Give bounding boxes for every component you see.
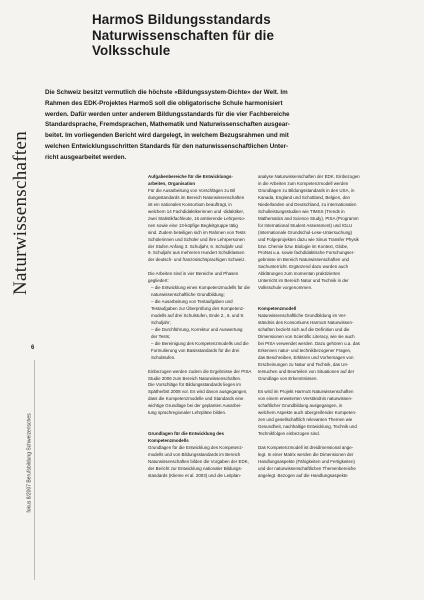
text-line: 9. Schuljahr aus mehreren Hundert Schulklassen bbox=[148, 250, 245, 256]
paragraph-gap bbox=[258, 382, 376, 389]
text-line: Naturwissenschaftliche Grundbildung im Ver- bbox=[258, 312, 347, 318]
text-line: Testaufgaben zur Überprüfung des Kompetenz- bbox=[151, 306, 245, 312]
title-line: HarmoS Bildungsstandards bbox=[92, 12, 271, 27]
text-line: Dimensionen von Scientific Literacy, wie sie auch bbox=[258, 333, 355, 339]
title-line: Naturwissenschaften für die bbox=[92, 27, 275, 43]
text-line: welchem Aspekte auch übergreifender Kompeten- bbox=[258, 410, 357, 416]
text-line: Es wird im Projekt HarmoS Naturwissenschaften bbox=[258, 389, 354, 395]
text-line: Studie 2006 zum Bereich Naturwissenschaften. bbox=[148, 375, 242, 381]
body-column-right bbox=[258, 174, 376, 480]
paragraph-gap bbox=[148, 264, 266, 271]
text-line: Für die Ausarbeitung von Vorschlägen zu Bil bbox=[148, 187, 236, 193]
lead-line: Die Schweiz besitzt vermutlich die höchste «Bildungssystem-Dichte» der Welt. Im bbox=[45, 89, 288, 96]
text-line: das Beschreiben, Erklären und Vorhersagen von bbox=[258, 354, 354, 360]
text-line: (Internationale Grundschul-Lese-Untersuchung) bbox=[258, 229, 352, 235]
text-line: naturwissenschaftliche Grundbildung; bbox=[151, 292, 225, 298]
text-line: bei PISA verwendet werden. Dazu gehören u.a. das bbox=[258, 340, 360, 346]
section-heading: Aufgabenbereiche für die Entwicklungs- bbox=[148, 174, 233, 179]
text-line: und der naturwissenschaftlichen Themenbereiche bbox=[258, 465, 356, 471]
lead-line: beitet. Im vorliegenden Bericht wird dargelegt, in welchem Bezugsrahmen und mit bbox=[45, 132, 289, 140]
text-line: dass die Kompetenzmodelle und Standards eine bbox=[148, 396, 244, 402]
text-line: – die Ausarbeitung von Testaufgaben und bbox=[151, 299, 233, 305]
text-line: Gesundheit, nachhaltige Entwicklung, Technik und bbox=[258, 424, 357, 430]
text-line: Schulstufen. bbox=[151, 354, 176, 360]
text-line: sind. Zudem beteiligen sich im Rahmen von Tests bbox=[148, 229, 246, 235]
text-line: legt. In einer Matrix werden die Dimensionen der bbox=[258, 451, 354, 457]
text-line: welchem 14 Fachdidaktikerinnen und -didaktiker, bbox=[148, 208, 244, 214]
article-title bbox=[92, 12, 392, 59]
text-line: Kanada, England und Schottland, Belgien, den bbox=[258, 194, 351, 200]
text-line: angelegt. Bezogen auf die Handlungsaspekte bbox=[258, 472, 348, 478]
text-line: zwei Statistikfachleute, 16 amtierende Lehrperso- bbox=[148, 215, 246, 221]
lead-paragraph bbox=[45, 88, 385, 164]
text-line: schaftlicher Grundbildung ausgegangen, in bbox=[258, 403, 343, 409]
text-line: modells und von Bildungsstandards im Bereich bbox=[148, 451, 241, 457]
text-line: Erscheinungen zu Natur und Technik, das Un- bbox=[258, 361, 349, 367]
text-line: Grundlage von Erkenntnissen. bbox=[258, 375, 318, 381]
running-footer-text: fokus 8/2007 Berufsbildung Schweizerisches bbox=[27, 412, 34, 513]
text-line: ProNat u.a. sowie fachdidaktische Forschungser- bbox=[258, 250, 355, 256]
text-line: der Bericht zur Entwicklung nationaler Bildungs- bbox=[148, 465, 243, 471]
running-footer bbox=[22, 340, 38, 585]
text-line: analyse Naturwissenschaften der EDK. Einbezogen bbox=[258, 174, 360, 179]
text-line: Unterricht im Bereich Natur und Technik in der bbox=[258, 278, 349, 284]
paragraph-gap bbox=[148, 362, 266, 369]
text-line: schaften bezieht sich auf die Definition und die bbox=[258, 326, 350, 332]
text-line: Die Arbeiten sind in vier Bereiche und Phasen bbox=[148, 271, 239, 277]
lead-line: werden. Dafür werden unter anderem Bildungsstandards für die vier Fachbereiche bbox=[45, 110, 290, 118]
text-line: zen und gesellschaftlich relevanten Themen wie bbox=[258, 417, 353, 423]
text-line: modells auf drei Schulstufen, Ende 2., 6. und 9. bbox=[151, 313, 245, 318]
section-word: Naturwissenschaften bbox=[10, 131, 32, 295]
text-line: Grundlagen für die Entwicklung des Kompetenz- bbox=[148, 444, 244, 450]
text-line: Schulleistungsstudien wie TIMSS (Trends in bbox=[258, 208, 345, 214]
paragraph-gap bbox=[258, 299, 376, 306]
text-line: – die Durchführung, Korrektur und Auswertung bbox=[151, 326, 243, 332]
lead-line: richt ausgearbeitet werden. bbox=[45, 153, 127, 161]
text-line: der Stufen Anfang 3. Schuljahr, 6. Schuljahr und bbox=[148, 243, 243, 249]
text-line: Sachunterricht. Ergänzend dazu wurden auch bbox=[258, 264, 349, 270]
page-number: 6 bbox=[31, 345, 35, 351]
text-line: Handlungsaspekte (Fähigkeiten und Fertigkeiten) bbox=[258, 458, 355, 464]
paragraph-gap bbox=[148, 424, 266, 431]
text-line: Spätherbst 2008 vor. Es wird davon ausgegangen, bbox=[148, 389, 248, 395]
text-line: Niederlanden und Deutschland, zu internationalen bbox=[258, 201, 357, 207]
text-line: standards (Klieme et al. 2003) und die Leitplan- bbox=[148, 472, 242, 478]
text-line: Die Vorschläge für Bildungsstandards liegen im bbox=[148, 382, 241, 388]
text-line: der Tests; bbox=[151, 333, 171, 339]
text-line: Grundlagen zu Bildungsstandards in den USA, in bbox=[258, 187, 355, 193]
text-line: gebnisse im Bereich Naturwissenschaften und bbox=[258, 257, 350, 263]
title-line: Volksschule bbox=[92, 43, 171, 58]
text-line: Schülerinnen und Schüler und ihre Lehrpersonen bbox=[148, 236, 245, 242]
section-heading: Grundlagen für die Entwicklung des bbox=[148, 431, 224, 437]
text-line: tersuchen und Beurteilen von Situationen auf der bbox=[258, 368, 355, 374]
text-line: Naturwissenschaften bilden die Vorgaben der EDK, bbox=[148, 458, 249, 464]
text-line: ständnis des Konsortiums HarmoS Naturwissen- bbox=[258, 319, 354, 325]
section-heading: arbeiten, Organisation bbox=[148, 180, 196, 186]
text-line: Formulierung von Basisstandards für die drei bbox=[151, 347, 240, 353]
text-line: Erkennen natur- und technikbezogener Fragen, bbox=[258, 347, 352, 353]
text-line: von einem erweiterten Verständnis naturwissen- bbox=[258, 396, 353, 402]
lead-line: Standardsprache, Fremdsprachen, Mathematik und Naturwissenschaften ausgear- bbox=[45, 121, 290, 129]
section-sidebar bbox=[2, 128, 40, 298]
text-line: – die Entwicklung eines Kompetenzmodells für die bbox=[151, 285, 250, 291]
text-line: – die Bereinigung des Kompetenzmodells und die bbox=[151, 340, 249, 346]
text-line: tung sprachregionaler Lehrpläne bilden. bbox=[148, 410, 227, 416]
text-line: for International Student Assessment) und IGLU bbox=[258, 222, 353, 228]
text-line: in die Arbeiten zum Kompetenzmodell werden bbox=[258, 180, 349, 186]
text-line: dungsstandards im Bereich Naturwissenschaften bbox=[148, 194, 245, 200]
text-line: Einbezogen werden zudem die Ergebnisse der PISA bbox=[148, 368, 252, 374]
text-line: der deutsch- und französischsprachigen Schweiz. bbox=[148, 257, 246, 263]
text-line: Volksschule vorgenommen. bbox=[258, 285, 313, 291]
text-line: Mathematics and Science Study), PISA (Programm bbox=[258, 215, 359, 221]
paragraph-gap bbox=[258, 438, 376, 445]
text-line: nen sowie eine 13-köpfige Begleitgruppe tätig bbox=[148, 222, 238, 228]
lead-line: welchen Entwicklungsschritten Standards für den naturwissenschaftlichen Unter- bbox=[45, 142, 289, 150]
text-line: Technikfolgen einbezogen sind. bbox=[258, 431, 320, 437]
text-line: gegliedert: bbox=[148, 278, 169, 284]
text-line: Abklärungen zum momentan praktizierten bbox=[258, 271, 341, 277]
text-line: Schuljahr; bbox=[151, 319, 171, 325]
paragraph-gap bbox=[148, 417, 266, 424]
text-line: wichtige Grundlage bei der geplanten Ausarbei- bbox=[148, 403, 242, 409]
text-line: bzw. Chemie bzw. Biologie im Kontext, Globe, bbox=[258, 243, 349, 249]
body-column-left bbox=[148, 174, 266, 480]
lead-line: Rahmen des EDK-Projektes HarmoS soll die obligatorische Schule harmonisiert bbox=[45, 99, 283, 107]
section-heading: Kompetenzmodell bbox=[258, 305, 297, 311]
section-heading: Kompetenzmodells bbox=[148, 437, 189, 443]
text-line: Das Kompetenzmodell ist dreidimensional ange- bbox=[258, 444, 354, 450]
paragraph-gap bbox=[258, 292, 376, 299]
text-line: und Folgeprojekten dazu wie Sinus Transfer Physik bbox=[258, 236, 359, 242]
text-line: ist ein nationales Konsortium beauftragt, in bbox=[148, 201, 232, 207]
